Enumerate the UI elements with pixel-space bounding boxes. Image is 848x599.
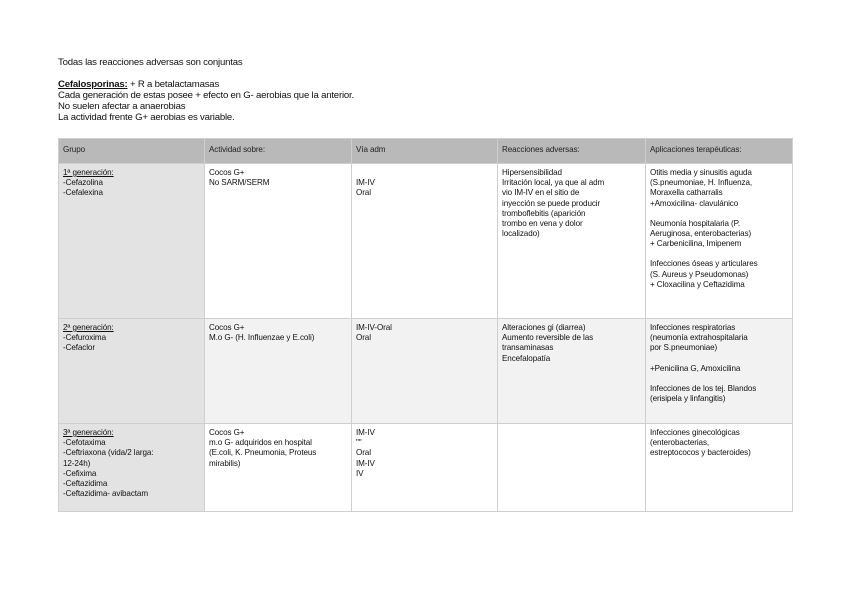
cell-aplicaciones	[646, 319, 793, 424]
cell-aplicaciones-line: + Carbenicilina, Imipenem	[650, 239, 742, 249]
cell-aplicaciones	[646, 164, 793, 319]
intro-line-3: Cada generación de estas posee + efecto en G- aerobias que la anterior.	[58, 90, 354, 101]
cell-aplicaciones-line: Neumonía hospitalaria (P.	[650, 218, 741, 228]
cell-aplicaciones-line: (neumonía extrahospitalaria	[650, 333, 748, 343]
cell-aplicaciones-line: por S.pneumoniae)	[650, 343, 718, 353]
cell-reacciones-line: localizado)	[502, 229, 540, 239]
cefalosporinas-keyword: Cefalosporinas:	[58, 79, 128, 90]
cell-aplicaciones-line: +Amoxicilina- clavulánico	[650, 198, 739, 208]
cell-reacciones-line: transaminasas	[502, 343, 554, 353]
cell-aplicaciones-line	[650, 374, 789, 384]
cell-reacciones	[498, 424, 646, 512]
table-row	[59, 319, 793, 424]
cell-reacciones	[498, 319, 646, 424]
cell-aplicaciones-line: Aeruginosa, enterobacterias)	[650, 229, 752, 239]
drug-name: -Ceftazidima	[63, 479, 108, 489]
intro-line-1: Todas las reacciones adversas son conjuntas	[58, 57, 243, 68]
header-actividad: Actividad sobre:	[205, 139, 352, 164]
document-page	[58, 57, 793, 512]
cell-aplicaciones-line: (S.pneumoniae, H. Influenza,	[650, 178, 753, 188]
cell-aplicaciones-line: + Cloxacilina y Ceftazidima	[650, 279, 745, 289]
generation-label: 2ª generación:	[63, 323, 114, 332]
intro-line-2	[58, 79, 793, 90]
cell-via-line: ""	[356, 438, 362, 448]
drug-name: -Cefotaxima	[63, 438, 106, 448]
cell-via	[352, 424, 498, 512]
cell-aplicaciones-line: (enterobacterias,	[650, 438, 710, 448]
cell-reacciones-line: trombo en vena y dolor	[502, 219, 583, 229]
cell-reacciones-line: inyección se puede producir	[502, 198, 601, 208]
cell-actividad	[205, 164, 352, 319]
cell-reacciones-line: tromboflebitis (aparición	[502, 208, 586, 218]
header-via: Vía adm	[352, 139, 498, 164]
generation-label: 3ª generación:	[63, 428, 114, 437]
table-header-row	[59, 139, 793, 164]
cell-via	[352, 319, 498, 424]
drug-name: -Cefalexina	[63, 188, 103, 198]
cell-aplicaciones-line: (erisipela y linfangitis)	[650, 394, 726, 404]
cell-reacciones-line: Alteraciones gi (diarrea)	[502, 323, 586, 332]
cell-aplicaciones-line: estreptococos y bacteroides)	[650, 448, 751, 458]
intro-line-5: La actividad frente G+ aerobias es variable.	[58, 112, 235, 123]
drug-name: -Ceftazidima- avibactam	[63, 489, 148, 499]
cell-grupo	[59, 424, 205, 512]
drug-name: -Cefuroxima	[63, 333, 106, 343]
header-grupo: Grupo	[59, 139, 205, 164]
table-row	[59, 424, 793, 512]
cell-reacciones-line: vio IM-IV en el sitio de	[502, 188, 580, 198]
cell-via-line: IM-IV	[356, 428, 375, 437]
cell-actividad-line: Cocos G+	[209, 168, 245, 177]
cell-reacciones-line: Hipersensibilidad	[502, 168, 562, 177]
cell-aplicaciones-line: (S. Aureus y Pseudomonas)	[650, 269, 749, 279]
cell-via-line: IM-IV	[356, 458, 375, 468]
table-row	[59, 164, 793, 319]
cell-aplicaciones-line: Infecciones de los tej. Blandos	[650, 383, 757, 393]
cell-actividad-line: Cocos G+	[209, 323, 245, 332]
drug-name: -Cefazolina	[63, 178, 103, 188]
cell-via-line: Oral	[356, 333, 371, 343]
drug-name: -Ceftriaxona (vida/2 larga:	[63, 448, 154, 458]
cell-via-line: IM-IV	[356, 178, 375, 187]
drug-name: -Cefaclor	[63, 343, 95, 353]
cell-aplicaciones-line: Infecciones ginecológicas	[650, 428, 740, 437]
cell-aplicaciones-line	[650, 249, 789, 259]
intro-line-2-rest: + R a betalactamasas	[127, 79, 220, 90]
generation-label: 1ª generación:	[63, 168, 114, 177]
cell-reacciones-line: Encefalopatía	[502, 353, 551, 363]
cell-aplicaciones-line: Moraxella catharralis	[650, 188, 723, 198]
cell-actividad-line: No SARM/SERM	[209, 178, 270, 188]
cell-aplicaciones-line	[650, 354, 789, 364]
intro-line-4: No suelen afectar a anaerobias	[58, 101, 186, 112]
cell-actividad	[205, 424, 352, 512]
intro-text	[58, 57, 793, 123]
cell-actividad-line: M.o G- (H. Influenzae y E.coli)	[209, 333, 315, 343]
cell-grupo	[59, 164, 205, 319]
cephalosporin-table	[58, 138, 793, 512]
cell-actividad-line: (E.coli, K. Pneumonia, Proteus	[209, 448, 317, 458]
cell-via-line: IV	[356, 468, 364, 478]
cell-reacciones-line: Aumento reversible de las	[502, 333, 594, 343]
drug-name: -Cefixima	[63, 468, 97, 478]
cell-aplicaciones	[646, 424, 793, 512]
cell-actividad	[205, 319, 352, 424]
cell-aplicaciones-line	[650, 209, 789, 219]
cell-aplicaciones-line: Infecciones óseas y articulares	[650, 259, 758, 269]
drug-name: 12-24h)	[63, 458, 91, 468]
cell-via-line: Oral	[356, 188, 371, 198]
header-reacciones: Reacciones adversas:	[498, 139, 646, 164]
cell-actividad-line: Cocos G+	[209, 428, 245, 437]
cell-reacciones-line: Irritación local, ya que al adm	[502, 178, 605, 188]
cell-via	[352, 164, 498, 319]
cell-reacciones	[498, 164, 646, 319]
cell-aplicaciones-line: +Penicilina G, Amoxicilina	[650, 363, 741, 373]
cell-grupo	[59, 319, 205, 424]
cell-aplicaciones-line: Otitis media y sinusitis aguda	[650, 168, 752, 177]
header-aplicaciones: Aplicaciones terapéuticas:	[646, 139, 793, 164]
cell-via-line: Oral	[356, 448, 371, 458]
cell-via-line: IM-IV-Oral	[356, 323, 392, 332]
cell-aplicaciones-line: Infecciones respiratorias	[650, 323, 736, 332]
cell-actividad-line: m.o G- adquiridos en hospital	[209, 438, 312, 448]
cell-actividad-line: mirabilis)	[209, 458, 241, 468]
